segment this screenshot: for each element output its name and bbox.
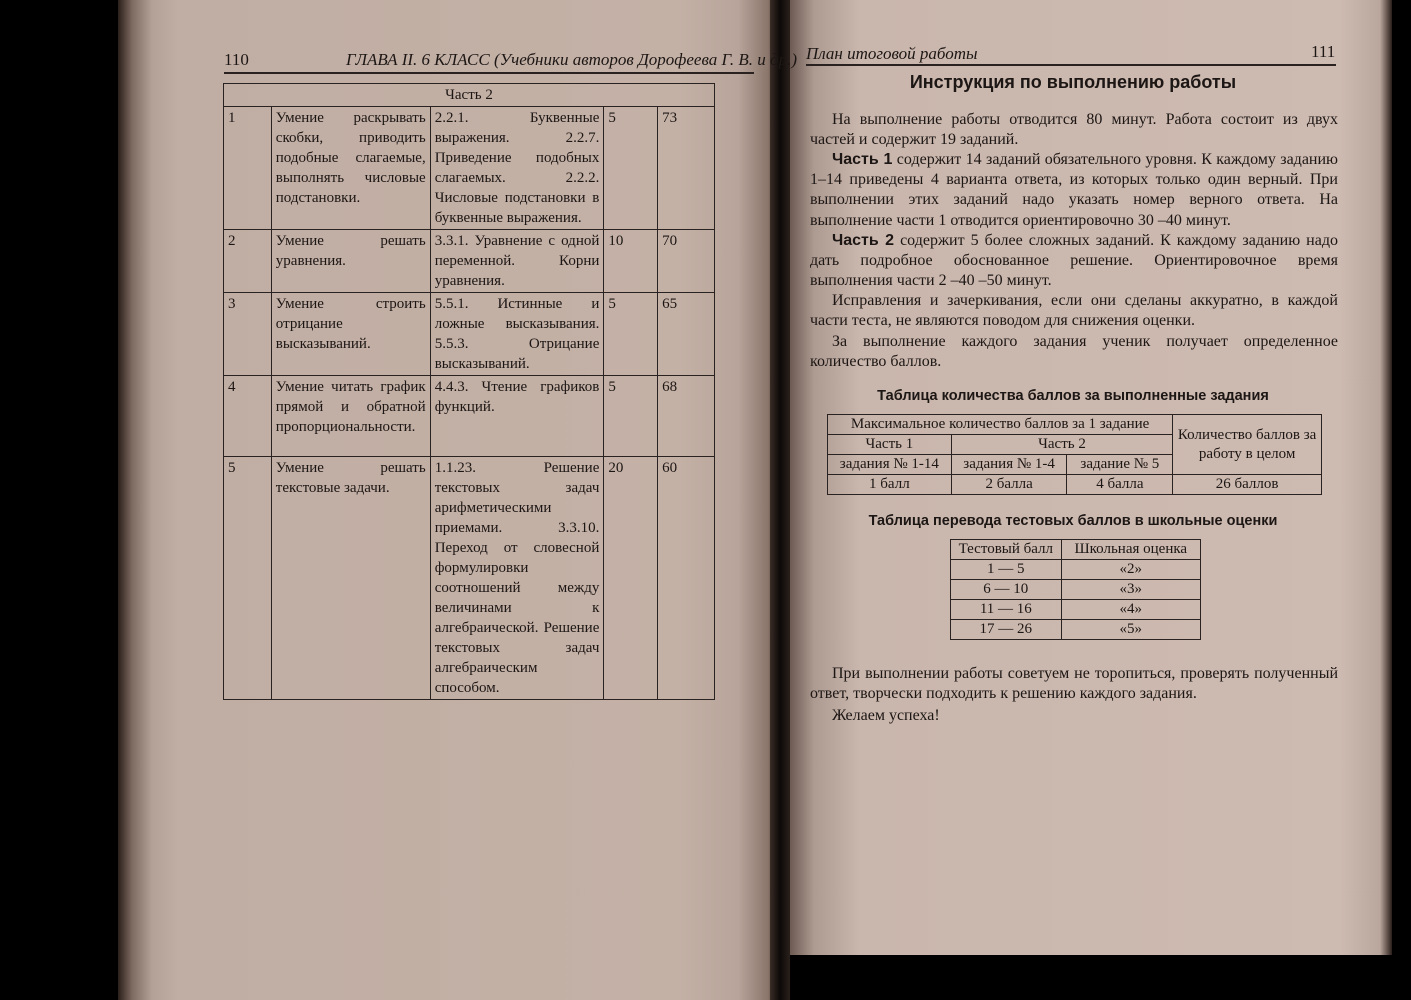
- points-cell: 20: [604, 457, 658, 700]
- header-part2: Часть 2: [951, 435, 1173, 455]
- value-cell: 2 балла: [951, 475, 1067, 495]
- table-row: [224, 107, 715, 230]
- grade-cell: «2»: [1061, 560, 1200, 580]
- part2-text: содержит 5 более сложных заданий. К каждому заданию надо дать подробное обоснованное решение. Ориентировочное время выполнения части 2 –40 –50 минут.: [810, 232, 1338, 290]
- header-part1: Часть 1: [828, 435, 952, 455]
- points-cell: 5: [604, 376, 658, 457]
- right-header-rule: [806, 64, 1336, 66]
- score-table: [827, 414, 1322, 495]
- paragraph-corrections: Исправления и зачеркивания, если они сделаны аккуратно, в каждой части теста, не являются поводом для снижения оценки.: [810, 292, 1338, 330]
- row-number: 5: [224, 457, 272, 700]
- time-cell: 65: [658, 293, 715, 376]
- table-row: [951, 560, 1201, 580]
- skill-cell: Умение читать график прямой и обратной пропорциональности.: [271, 376, 430, 457]
- paragraph-duration: На выполнение работы отводится 80 минут. Работа состоит из двух частей и содержит 19 заданий.: [810, 111, 1338, 149]
- section-heading: Часть 2: [224, 84, 715, 107]
- time-cell: 68: [658, 376, 715, 457]
- paragraph-part1: [810, 150, 1338, 231]
- score-range-cell: 1 — 5: [951, 560, 1062, 580]
- table-row: [828, 415, 1322, 435]
- header-tasks-1-14: задания № 1-14: [828, 455, 952, 475]
- value-total-cell: 26 баллов: [1173, 475, 1322, 495]
- elements-cell: 5.5.1. Истинные и ложные высказывания. 5.5.3. Отрицание высказываний.: [430, 293, 604, 376]
- left-header-rule: [224, 72, 754, 74]
- table-row: [224, 230, 715, 293]
- row-number: 1: [224, 107, 272, 230]
- grade-cell: «4»: [1061, 600, 1200, 620]
- table-row: [224, 376, 715, 457]
- grade-table: [950, 539, 1201, 640]
- table-row: [951, 620, 1201, 640]
- elements-cell: 4.4.3. Чтение графиков функций.: [430, 376, 604, 457]
- skill-cell: Умение решать текстовые задачи.: [271, 457, 430, 700]
- value-cell: 4 балла: [1067, 475, 1173, 495]
- page-title: Инструкция по выполнению работы: [909, 72, 1237, 92]
- points-cell: 5: [604, 293, 658, 376]
- header-task-5: задание № 5: [1067, 455, 1173, 475]
- part2-label: Часть 2: [832, 232, 895, 249]
- score-table-caption: Таблица количества баллов за выполненные задания: [877, 388, 1269, 404]
- score-range-cell: 11 — 16: [951, 600, 1062, 620]
- left-page-number: 110: [224, 50, 249, 69]
- right-running-head: План итоговой работы: [806, 44, 978, 63]
- table-row: [224, 293, 715, 376]
- score-range-cell: 17 — 26: [951, 620, 1062, 640]
- right-page-number: 111: [1311, 42, 1336, 61]
- elements-cell: 3.3.1. Уравнение с одной переменной. Корни уравнения.: [430, 230, 604, 293]
- table-row: [224, 84, 715, 107]
- time-cell: 70: [658, 230, 715, 293]
- elements-cell: 2.2.1. Буквенные выражения. 2.2.7. Приведение подобных слагаемых. 2.2.2. Числовые подстановки в буквенные выражения.: [430, 107, 604, 230]
- grade-table-caption: Таблица перевода тестовых баллов в школьные оценки: [868, 513, 1278, 529]
- paragraph-advice: При выполнении работы советуем не торопиться, проверять полученный ответ, творчески подходить к решению каждого задания.: [810, 665, 1338, 703]
- book-gutter: [770, 0, 790, 1000]
- table-row: [224, 457, 715, 700]
- table-row: [951, 540, 1201, 560]
- points-cell: 10: [604, 230, 658, 293]
- table-row: [951, 580, 1201, 600]
- skill-cell: Умение раскрывать скобки, приводить подобные слагаемые, выполнять числовые подстановки.: [271, 107, 430, 230]
- part1-text: содержит 14 заданий обязательного уровня. К каждому заданию 1–14 приведены 4 варианта ответа, из которых только один верный. При выполнении этих заданий надо указать номер верного ответа. На выполнение части 1 отводится ориентировочно 30 –40 минут.: [810, 151, 1339, 229]
- part1-label: Часть 1: [832, 151, 893, 168]
- skill-cell: Умение строить отрицание высказываний.: [271, 293, 430, 376]
- table-row: [951, 600, 1201, 620]
- left-running-head: ГЛАВА II. 6 КЛАСС (Учебники авторов Дорофеева Г. В. и др.): [346, 50, 798, 69]
- skill-cell: Умение решать уравнения.: [271, 230, 430, 293]
- time-cell: 60: [658, 457, 715, 700]
- header-test-score: Тестовый балл: [951, 540, 1062, 560]
- elements-cell: 1.1.23. Решение текстовых задач арифметическими приемами. 3.3.10. Переход от словесной формулировки соотношений между величинами к алгебраической. Решение текстовых задач алгебраическим способом.: [430, 457, 604, 700]
- value-cell: 1 балл: [828, 475, 952, 495]
- header-max-points: Максимальное количество баллов за 1 задание: [828, 415, 1173, 435]
- plan-table-part2: [223, 83, 715, 700]
- paragraph-scoring: За выполнение каждого задания ученик получает определенное количество баллов.: [810, 333, 1338, 371]
- time-cell: 73: [658, 107, 715, 230]
- grade-cell: «3»: [1061, 580, 1200, 600]
- grade-cell: «5»: [1061, 620, 1200, 640]
- paragraph-part2: [810, 231, 1338, 292]
- points-cell: 5: [604, 107, 658, 230]
- header-total-points: Количество баллов за работу в целом: [1173, 415, 1322, 475]
- row-number: 4: [224, 376, 272, 457]
- score-range-cell: 6 — 10: [951, 580, 1062, 600]
- paragraph-good-luck: Желаем успеха!: [832, 707, 940, 724]
- row-number: 3: [224, 293, 272, 376]
- header-school-grade: Школьная оценка: [1061, 540, 1200, 560]
- header-tasks-1-4: задания № 1-4: [951, 455, 1067, 475]
- row-number: 2: [224, 230, 272, 293]
- table-row: [828, 475, 1322, 495]
